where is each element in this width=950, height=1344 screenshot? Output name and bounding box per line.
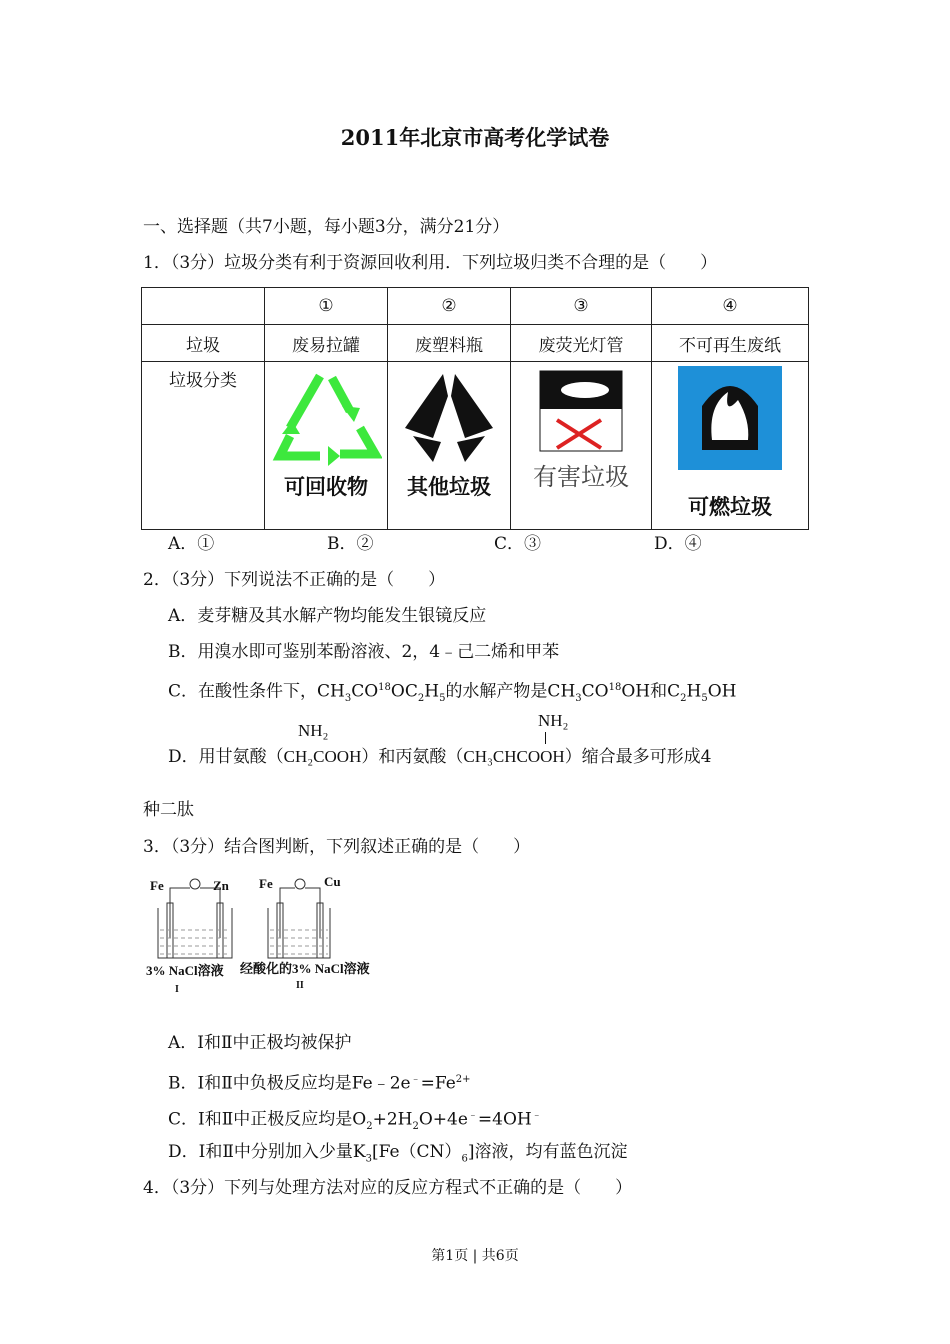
question-3-stem: 3．（3分）结合图判断，下列叙述正确的是（ ） [143, 837, 531, 857]
icon-label: 有害垃圾 [533, 463, 629, 491]
table-cell: 废塑料瓶 [388, 325, 511, 362]
question-2-stem: 2．（3分）下列说法不正确的是（ ） [143, 570, 446, 590]
option-c: C．③ [494, 534, 542, 554]
page-title: 2011年北京市高考化学试卷 [340, 125, 610, 150]
option-d: D．④ [654, 534, 702, 554]
table-cell: 垃圾分类 [169, 371, 237, 391]
q2-option-a: A．麦芽糖及其水解产物均能发生银镜反应 [168, 606, 487, 626]
table-cell: 不可再生废纸 [652, 325, 809, 362]
option-a: A．① [168, 534, 215, 554]
section-heading: 一、选择题（共7小题，每小题3分，满分21分） [143, 217, 510, 237]
table-cell: 废荧光灯管 [511, 325, 652, 362]
icon-label: 可回收物 [284, 475, 368, 499]
table-header: ④ [652, 288, 809, 325]
bond-line [545, 732, 546, 744]
question-1-stem: 1．（3分）垃圾分类有利于资源回收利用．下列垃圾归类不合理的是（ ） [143, 253, 718, 273]
recycle-icon [270, 366, 382, 466]
garbage-table [141, 287, 809, 530]
q2-option-b: B．用溴水即可鉴别苯酚溶液、2，4﹣己二烯和甲苯 [168, 642, 560, 662]
table-header: ① [265, 288, 388, 325]
table-cell: 垃圾 [142, 325, 265, 362]
q2-option-d: D．用甘氨酸（CH₂COOH）和丙氨酸（CH₃CHCOOH）缩合最多可形成4 [168, 747, 712, 767]
other-garbage-icon [393, 366, 505, 466]
q3-option-d: D．Ⅰ和Ⅱ中分别加入少量$K_3[Fe(CN)_6]$溶液，均有蓝色沉淀 [168, 1142, 628, 1165]
icon-label: 其他垃圾 [407, 475, 491, 499]
alanine-nh2: NH₂ [538, 711, 569, 730]
q3-option-b: B．Ⅰ和Ⅱ中负极反应均是$Fe﹣2e^﹣=Fe^{2+}$ [168, 1073, 471, 1094]
table-header [142, 288, 265, 325]
q3-option-a: A．Ⅰ和Ⅱ中正极均被保护 [168, 1033, 352, 1053]
table-header: ② [388, 288, 511, 325]
page-footer: 第1页 | 共6页 [431, 1248, 519, 1264]
table-header: ③ [511, 288, 652, 325]
glycine-nh2: NH₂ [298, 721, 329, 740]
q2-option-d-continued: 种二肽 [143, 800, 194, 820]
q3-option-c: C．Ⅰ和Ⅱ中正极反应均是$O_2+2H_2O+4e^﹣=4OH^﹣$ [168, 1109, 542, 1133]
flammable-icon [678, 366, 782, 470]
hazardous-icon [539, 370, 623, 452]
option-b: B．② [327, 534, 374, 554]
table-cell: 废易拉罐 [265, 325, 388, 362]
icon-label: 可燃垃圾 [688, 495, 772, 519]
question-4-stem: 4．（3分）下列与处理方法对应的反应方程式不正确的是（ ） [143, 1178, 633, 1198]
document-page: 2011年北京市高考化学试卷 一、选择题（共7小题，每小题3分，满分21分） 1．（3分）垃圾分类有利于资源回收利用．下列垃圾归类不合理的是（ ） ① ② ③ ④ 垃圾 废易拉罐 废塑料瓶 废荧光灯管 不可再生废纸 垃圾分类 可回收物 其他垃圾 有害垃圾 可燃垃圾 A．① B．② C．③ D．④ 2．（3分）下列说法不正确的是（ ） A．麦芽糖及其水解产物均能发生银镜反应 B．用溴水即可鉴别苯酚溶液、2，4﹣己二烯和甲苯 C．在酸性条件下，$CH_3CO^{18}OC_2H_5$的水解产物是$CH_3CO^{18}OH$和$C_2H_5OH$ NH₂ NH₂ D．用甘氨酸（CH₂COOH）和丙氨酸（CH₃CHCOOH）缩合最多可形成4 种二肽 3．（3分）结合图判断，下列叙述正确的是（ ） Fe Zn Fe Cu 3% NaCl溶液 经酸化的3% NaCl溶液 I II A．Ⅰ和Ⅱ中正极均被保护 B．Ⅰ和Ⅱ中负极反应均是$Fe﹣2e^﹣=Fe^{2+}$ C．Ⅰ和Ⅱ中正极反应均是$O_2+2H_2O+4e^﹣=4OH^﹣$ D．Ⅰ和Ⅱ中分别加入少量$K_3[Fe(CN)_6]$溶液，均有蓝色沉淀 4．（3分）下列与处理方法对应的反应方程式不正确的是（ ） 第1页 | 共6页 [0, 0, 950, 1344]
q2-option-c: C．在酸性条件下，$CH_3CO^{18}OC_2H_5$的水解产物是$CH_3CO^{18}OH$和$C_2H_5OH$ [168, 681, 737, 705]
